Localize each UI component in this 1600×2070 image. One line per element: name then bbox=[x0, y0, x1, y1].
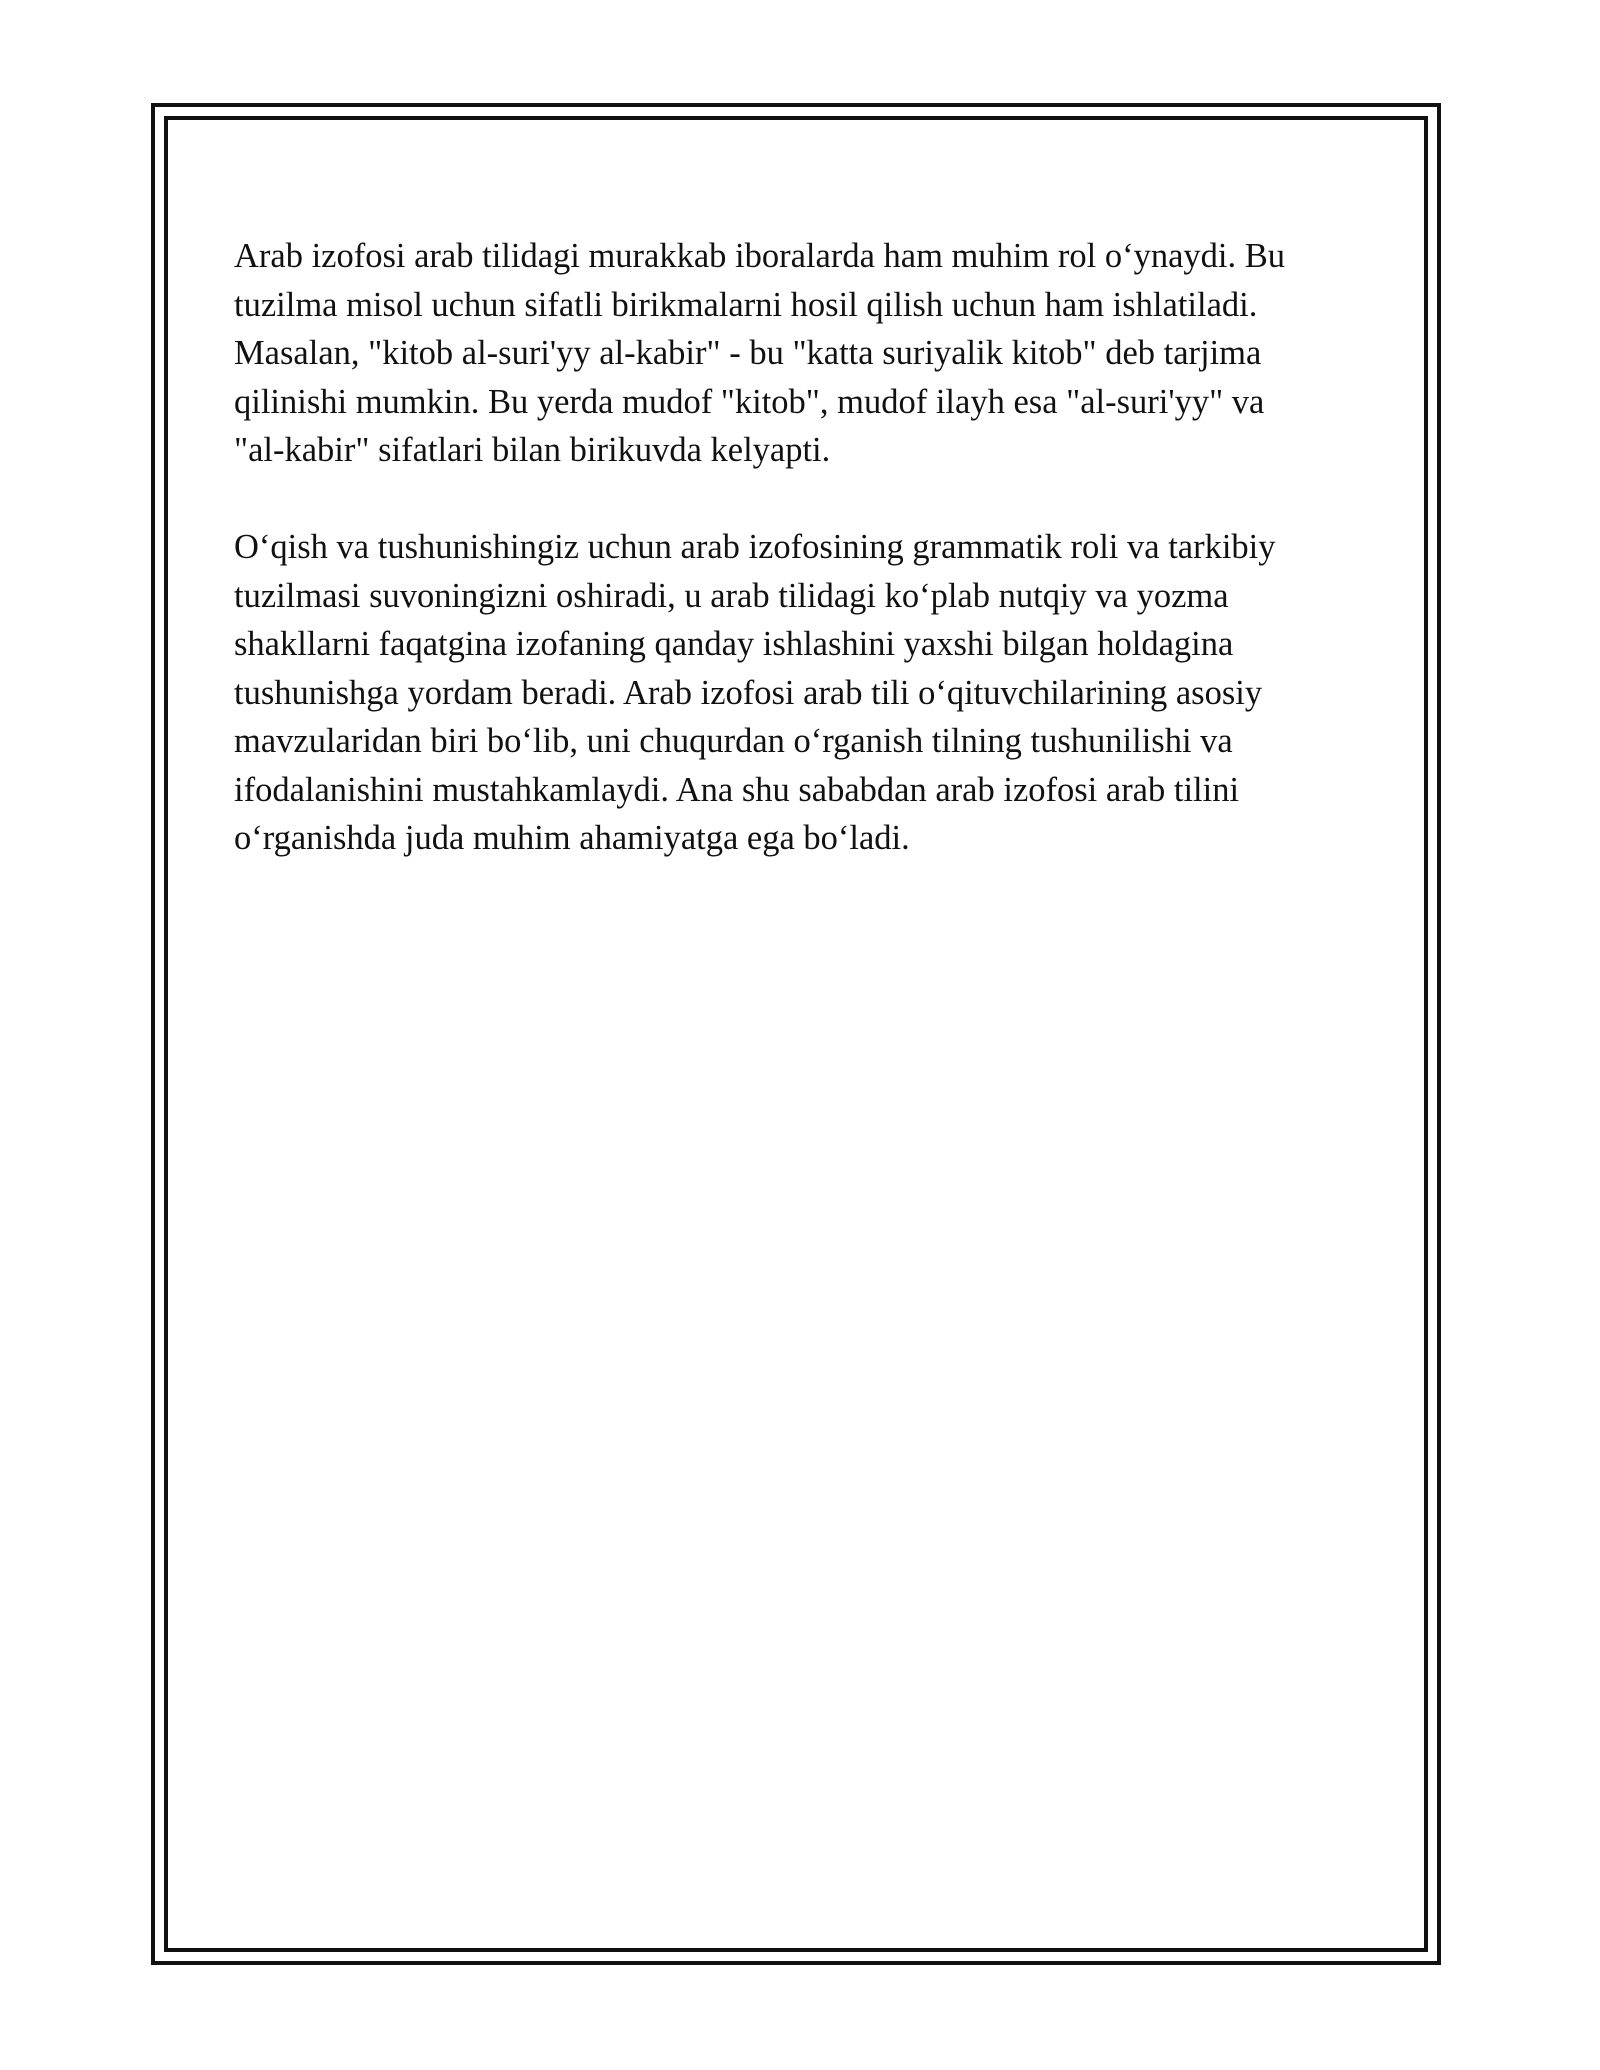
paragraph-1: Arab izofosi arab tilidagi murakkab iboralarda ham muhim rol o‘ynaydi. Bu tuzilma misol uchun sifatli birikmalarni hosil qilish uchun ham ishlatiladi. Masalan, "kitob al-suri'yy al-kabir" - bu "katta suriyalik kitob" deb tarjima qilinishi mumkin. Bu yerda mudof "kitob", mudof ilayh esa "al-suri'yy" va "al-kabir" sifatlari bilan birikuvda kelyapti. bbox=[234, 237, 1286, 469]
paragraph-2: O‘qish va tushunishingiz uchun arab izofosining grammatik roli va tarkibiy tuzilmasi suvoningizni oshiradi, u arab tilidagi ko‘plab nutqiy va yozma shakllarni faqatgina izofaning qanday ishlashini yaxshi bilgan holdagina tushunishga yordam beradi. Arab izofosi arab tili o‘qituvchilarining asosiy mavzularidan biri bo‘lib, uni chuqurdan o‘rganish tilning tushunilishi va ifodalanishini mustahkamlaydi. Ana shu sababdan arab izofosi arab tilini o‘rganishda juda muhim ahamiyatga ega bo‘ladi. bbox=[234, 528, 1276, 857]
document-body bbox=[234, 232, 1374, 863]
